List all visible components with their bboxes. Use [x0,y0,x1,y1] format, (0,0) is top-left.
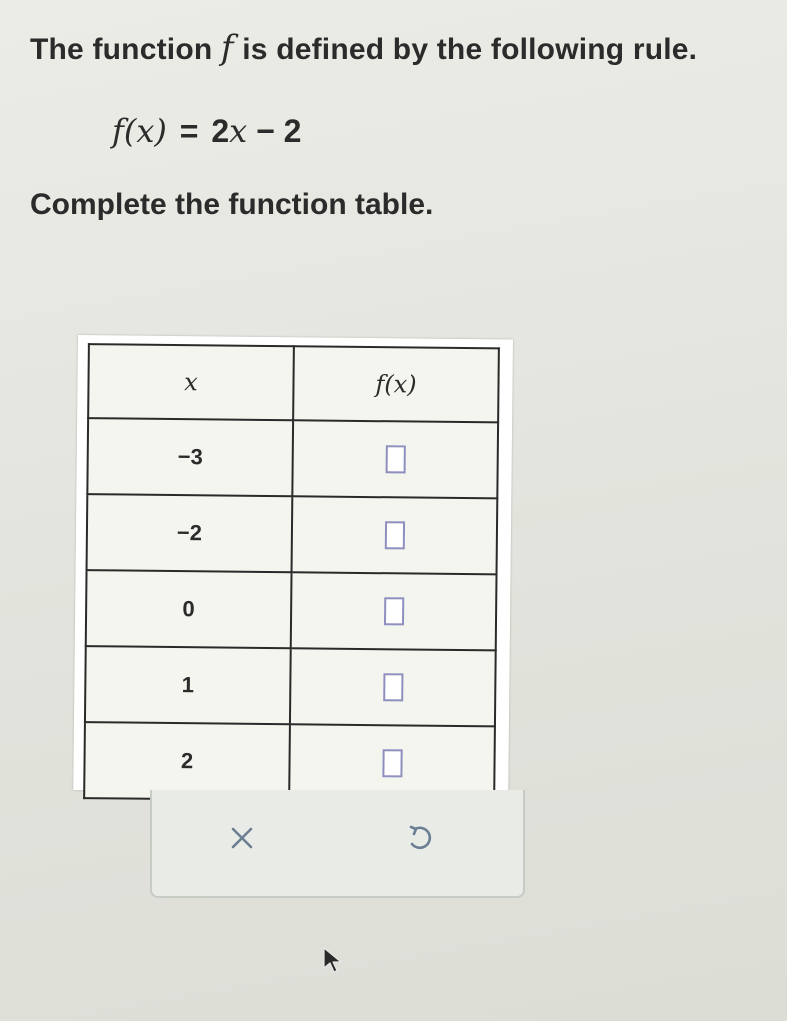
fx-answer-cell [292,496,498,574]
x-value-cell: −3 [87,418,293,496]
clear-button[interactable] [212,812,272,864]
function-table-panel [73,335,513,795]
table-row [85,646,496,726]
question-intro [30,28,697,68]
intro-text-before: The function [30,33,221,66]
undo-icon [405,823,435,853]
function-rule [112,112,301,150]
intro-text-after: is defined by the following rule. [233,33,698,66]
fx-answer-input[interactable] [383,597,403,625]
answer-actions-panel [150,790,525,898]
rule-rhs [211,113,301,149]
x-value-cell: −2 [87,494,293,572]
fx-answer-cell [290,648,496,726]
undo-button[interactable] [390,812,450,864]
function-table [83,343,500,803]
table-header-row [88,344,499,422]
table-row [87,418,498,498]
fx-answer-cell [292,420,498,498]
fx-answer-input[interactable] [382,749,402,777]
header-fx [293,346,499,422]
rule-rhs-rest: − 2 [247,113,302,149]
fx-answer-input[interactable] [384,521,404,549]
table-row [87,494,498,574]
rule-lhs: f(x) [112,112,167,150]
rule-rhs-coef: 2 [211,113,230,149]
rule-rhs-var: x [229,112,248,150]
header-x [88,344,294,420]
header-x-label: x [184,367,198,396]
x-value-cell: 2 [84,722,290,800]
header-fx-label: f(x) [375,369,417,399]
rule-equals: = [179,113,199,149]
table-row [86,570,497,650]
fx-answer-input[interactable] [383,673,403,701]
instruction-text: Complete the function table. [30,188,434,221]
x-value-cell: 1 [85,646,291,724]
x-value-cell: 0 [86,570,292,648]
function-name: f [220,28,234,68]
fx-answer-cell [291,572,497,650]
x-icon [227,823,257,853]
mouse-pointer-icon [322,946,348,976]
fx-answer-input[interactable] [385,445,405,473]
